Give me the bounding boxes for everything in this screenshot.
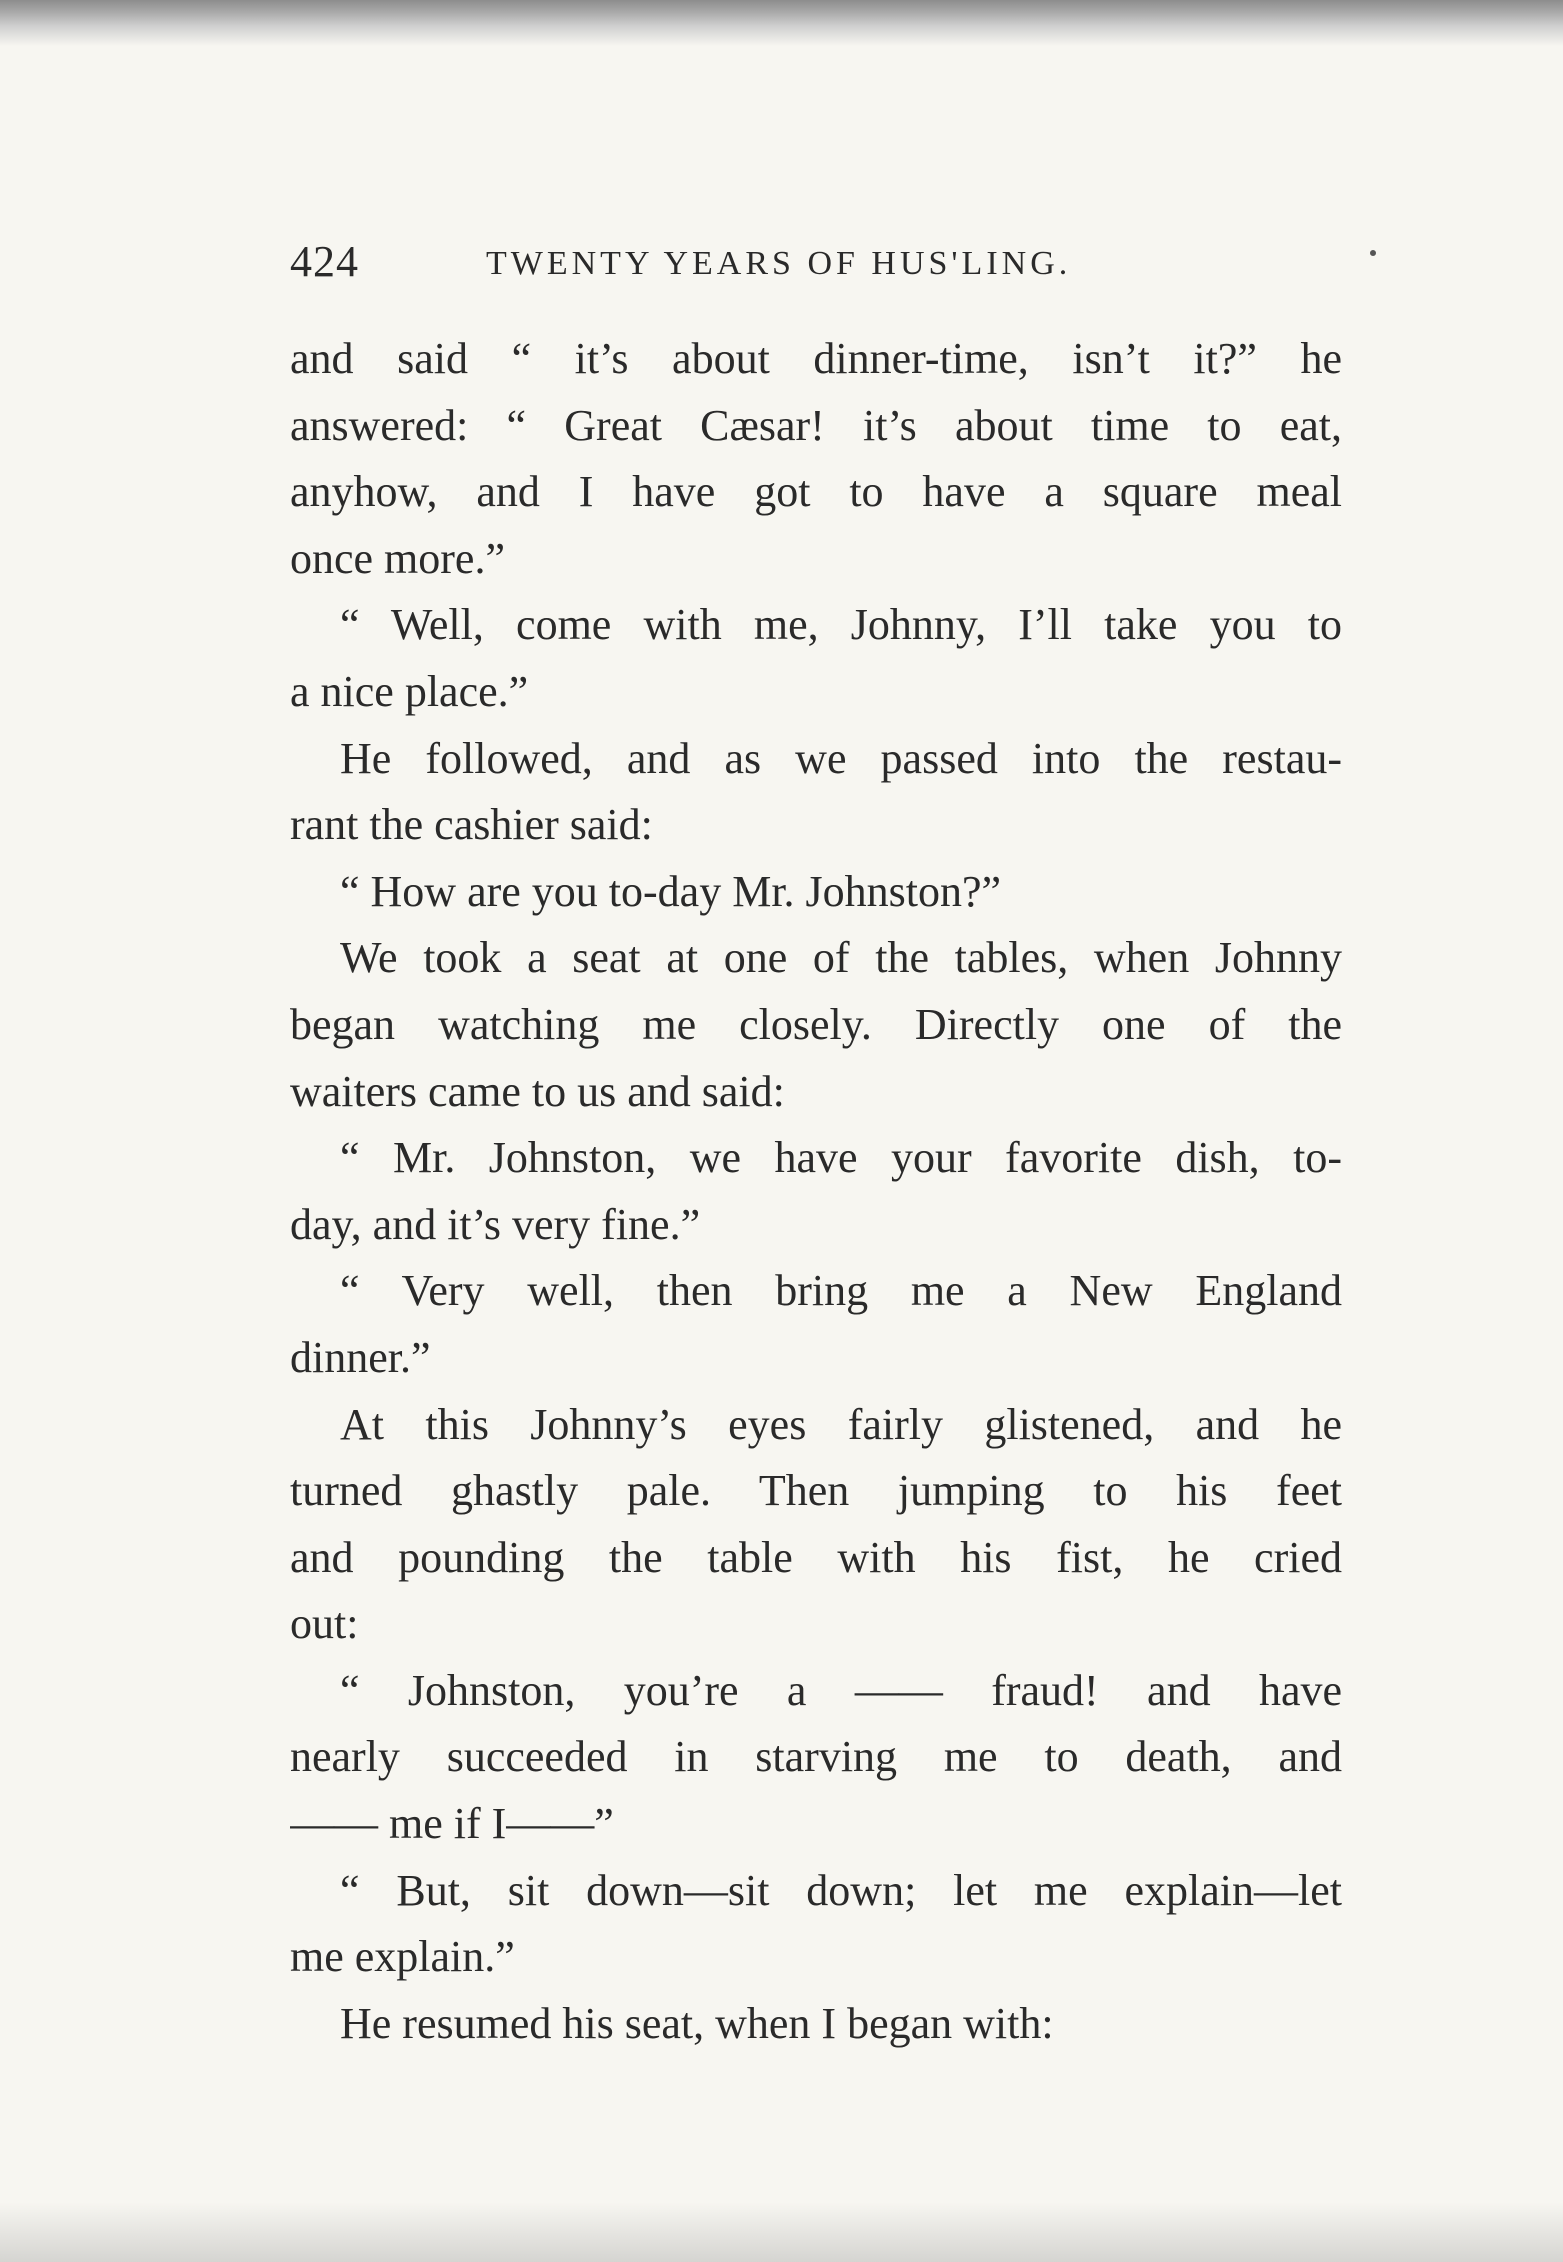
text-line: rant the cashier said: [290,800,653,850]
ink-speck [1370,250,1376,256]
text-line: anyhow, and I have got to have a square meal [290,467,1342,517]
text-line: me explain.” [290,1932,515,1982]
text-line: day, and it’s very fine.” [290,1199,701,1249]
text-line: At this Johnny’s eyes fairly glistened, and he [340,1399,1342,1449]
text-line: We took a seat at one of the tables, when Johnny [340,933,1342,983]
text-line: He resumed his seat, when I began with: [340,1998,1054,2048]
text-line: out: [290,1599,359,1649]
page-bottom-edge [0,2202,1563,2262]
text-line: “ But, sit down—sit down; let me explain—let [340,1865,1342,1915]
text-line: began watching me closely. Directly one of the [290,999,1342,1049]
text-line: “ Well, come with me, Johnny, I’ll take you to [340,600,1342,650]
page-top-edge [0,0,1563,46]
text-line: “ Very well, then bring me a New England [340,1266,1342,1316]
text-line: —— me if I——” [290,1799,614,1849]
text-line: “ Mr. Johnston, we have your favorite dish, to- [340,1133,1342,1183]
text-line: He followed, and as we passed into the restau- [340,733,1342,783]
text-line: once more.” [290,533,505,583]
text-line: “ Johnston, you’re a —— fraud! and have [340,1665,1342,1715]
running-title: TWENTY YEARS OF HUS'LING. [486,245,1072,282]
text-line: a nice place.” [290,666,529,716]
text-line: turned ghastly pale. Then jumping to his feet [290,1466,1342,1516]
running-header [290,236,1340,286]
text-line: “ How are you to-day Mr. Johnston?” [340,866,1002,916]
page-number: 424 [290,237,359,286]
text-line: and said “ it’s about dinner-time, isn’t it?” he [290,334,1342,383]
body-text [290,326,1342,2057]
text-line: nearly succeeded in starving me to death, and [290,1732,1342,1782]
text-line: and pounding the table with his fist, he cried [290,1532,1342,1582]
text-line: dinner.” [290,1332,431,1382]
text-line: waiters came to us and said: [290,1066,785,1116]
text-line: answered: “ Great Cæsar! it’s about time to eat, [290,400,1342,450]
